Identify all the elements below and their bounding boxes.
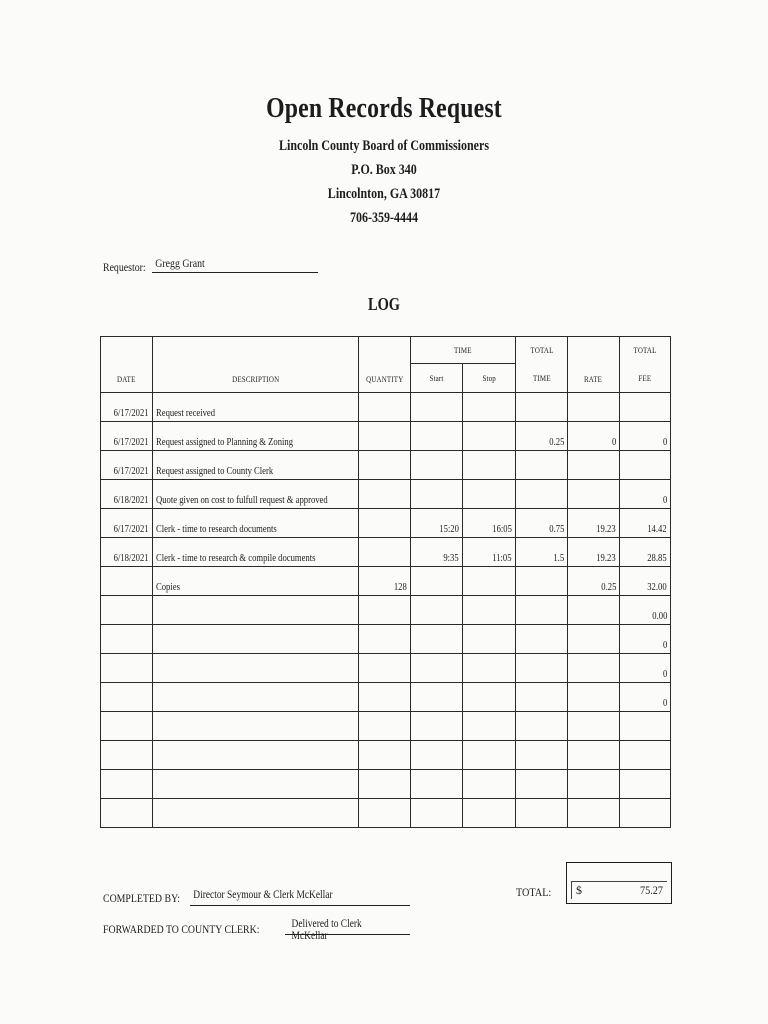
cell-total-time <box>516 799 568 828</box>
table-row <box>101 712 671 741</box>
table-row <box>101 625 671 654</box>
table-row <box>101 654 671 683</box>
document-title: Open Records Request <box>266 92 502 124</box>
cell-fee <box>620 741 671 770</box>
cell-start <box>411 770 463 799</box>
cell-fee: 32.00 <box>620 567 671 596</box>
cell-stop <box>463 422 516 451</box>
cell-rate <box>568 712 620 741</box>
table-row <box>101 393 671 422</box>
cell-date: 6/17/2021 <box>101 509 153 538</box>
completed-by-value: Director Seymour & Clerk McKellar <box>193 889 333 901</box>
cell-fee: 0 <box>620 625 671 654</box>
cell-description <box>153 799 359 828</box>
cell-start <box>411 393 463 422</box>
cell-date <box>101 625 153 654</box>
cell-stop <box>463 596 516 625</box>
cell-start <box>411 625 463 654</box>
cell-date: 6/17/2021 <box>101 451 153 480</box>
cell-stop <box>463 567 516 596</box>
cell-rate <box>568 625 620 654</box>
cell-date <box>101 712 153 741</box>
col-time-group: TIME <box>411 337 516 364</box>
cell-date: 6/17/2021 <box>101 393 153 422</box>
cell-start <box>411 799 463 828</box>
total-box <box>566 862 672 904</box>
cell-date <box>101 596 153 625</box>
log-title: LOG <box>367 294 400 314</box>
cell-start: 9:35 <box>411 538 463 567</box>
table-row <box>101 451 671 480</box>
cell-stop <box>463 625 516 654</box>
completed-by-field <box>190 889 410 906</box>
col-total-time-top: TOTAL <box>516 337 568 364</box>
forwarded-value: Delivered to Clerk McKellar <box>291 918 362 942</box>
cell-total-time <box>516 770 568 799</box>
col-start: Start <box>411 364 463 393</box>
cell-quantity <box>359 451 411 480</box>
cell-quantity <box>359 770 411 799</box>
cell-fee <box>620 451 671 480</box>
table-row <box>101 422 671 451</box>
cell-total-time <box>516 451 568 480</box>
cell-start <box>411 654 463 683</box>
cell-quantity: 128 <box>359 567 411 596</box>
phone-number: 706-359-4444 <box>350 210 418 226</box>
col-description: DESCRIPTION <box>153 337 359 393</box>
cell-stop <box>463 712 516 741</box>
cell-total-time: 0.25 <box>516 422 568 451</box>
cell-quantity <box>359 625 411 654</box>
cell-total-time <box>516 567 568 596</box>
cell-fee <box>620 799 671 828</box>
cell-total-time <box>516 654 568 683</box>
cell-description: Copies <box>153 567 359 596</box>
cell-rate <box>568 799 620 828</box>
cell-rate <box>568 451 620 480</box>
requestor-field <box>152 256 318 273</box>
cell-total-time <box>516 741 568 770</box>
cell-description <box>153 625 359 654</box>
cell-start: 15:20 <box>411 509 463 538</box>
log-table <box>100 336 671 828</box>
cell-quantity <box>359 654 411 683</box>
cell-description <box>153 596 359 625</box>
cell-start <box>411 683 463 712</box>
forwarded-label: FORWARDED TO COUNTY CLERK: <box>103 922 260 936</box>
col-stop: Stop <box>463 364 516 393</box>
cell-description <box>153 741 359 770</box>
cell-rate <box>568 770 620 799</box>
cell-total-time <box>516 625 568 654</box>
table-row <box>101 770 671 799</box>
cell-description: Request assigned to County Clerk <box>153 451 359 480</box>
table-row <box>101 480 671 509</box>
cell-quantity <box>359 741 411 770</box>
cell-stop <box>463 770 516 799</box>
cell-start <box>411 422 463 451</box>
cell-stop <box>463 741 516 770</box>
forwarded-field <box>285 918 410 942</box>
cell-fee: 0 <box>620 654 671 683</box>
cell-stop <box>463 480 516 509</box>
cell-stop: 16:05 <box>463 509 516 538</box>
cell-quantity <box>359 712 411 741</box>
cell-fee: 14.42 <box>620 509 671 538</box>
cell-fee: 28.85 <box>620 538 671 567</box>
table-row <box>101 799 671 828</box>
cell-quantity <box>359 538 411 567</box>
table-row <box>101 567 671 596</box>
cell-stop: 11:05 <box>463 538 516 567</box>
cell-start <box>411 451 463 480</box>
cell-date <box>101 683 153 712</box>
cell-quantity <box>359 422 411 451</box>
address-line-2: Lincolnton, GA 30817 <box>327 186 441 202</box>
table-row <box>101 596 671 625</box>
table-row <box>101 538 671 567</box>
cell-date <box>101 770 153 799</box>
cell-date <box>101 741 153 770</box>
cell-total-time <box>516 596 568 625</box>
cell-rate: 0.25 <box>568 567 620 596</box>
col-rate: RATE <box>568 337 620 393</box>
cell-stop <box>463 393 516 422</box>
col-total-fee-top: TOTAL <box>620 337 671 364</box>
col-total-time: TIME <box>516 364 568 393</box>
organization-name: Lincoln County Board of Commissioners <box>278 138 490 154</box>
cell-quantity <box>359 393 411 422</box>
cell-fee <box>620 393 671 422</box>
cell-date: 6/17/2021 <box>101 422 153 451</box>
cell-rate <box>568 480 620 509</box>
table-row <box>101 683 671 712</box>
cell-stop <box>463 799 516 828</box>
cell-description <box>153 770 359 799</box>
cell-start <box>411 596 463 625</box>
cell-quantity <box>359 480 411 509</box>
cell-start <box>411 480 463 509</box>
cell-fee: 0.00 <box>620 596 671 625</box>
cell-date <box>101 799 153 828</box>
cell-date: 6/18/2021 <box>101 538 153 567</box>
cell-description <box>153 683 359 712</box>
cell-fee <box>620 770 671 799</box>
cell-quantity <box>359 509 411 538</box>
cell-date <box>101 567 153 596</box>
cell-stop <box>463 654 516 683</box>
cell-quantity <box>359 596 411 625</box>
cell-rate <box>568 683 620 712</box>
cell-rate <box>568 393 620 422</box>
cell-rate <box>568 596 620 625</box>
cell-fee: 0 <box>620 480 671 509</box>
cell-total-time: 0.75 <box>516 509 568 538</box>
cell-stop <box>463 683 516 712</box>
cell-fee: 0 <box>620 422 671 451</box>
col-date: DATE <box>101 337 153 393</box>
cell-description: Quote given on cost to fulfull request & approved <box>153 480 359 509</box>
cell-rate: 0 <box>568 422 620 451</box>
table-row <box>101 741 671 770</box>
cell-fee: 0 <box>620 683 671 712</box>
cell-rate: 19.23 <box>568 538 620 567</box>
cell-total-time <box>516 683 568 712</box>
cell-description: Clerk - time to research & compile documents <box>153 538 359 567</box>
cell-rate: 19.23 <box>568 509 620 538</box>
cell-date: 6/18/2021 <box>101 480 153 509</box>
cell-rate <box>568 654 620 683</box>
requestor-label: Requestor: <box>103 260 146 274</box>
table-row <box>101 509 671 538</box>
cell-description: Request assigned to Planning & Zoning <box>153 422 359 451</box>
col-quantity: QUANTITY <box>359 337 411 393</box>
total-amount: 75.27 <box>640 883 663 897</box>
cell-fee <box>620 712 671 741</box>
cell-rate <box>568 741 620 770</box>
cell-quantity <box>359 799 411 828</box>
cell-start <box>411 741 463 770</box>
cell-start <box>411 567 463 596</box>
cell-stop <box>463 451 516 480</box>
col-fee: FEE <box>620 364 671 393</box>
total-field <box>571 881 667 899</box>
currency-symbol: $ <box>576 883 582 897</box>
cell-description <box>153 654 359 683</box>
requestor-value: Gregg Grant <box>155 256 205 270</box>
cell-total-time <box>516 712 568 741</box>
total-label: TOTAL: <box>516 885 552 899</box>
cell-description: Request received <box>153 393 359 422</box>
cell-total-time: 1.5 <box>516 538 568 567</box>
cell-total-time <box>516 480 568 509</box>
cell-quantity <box>359 683 411 712</box>
cell-start <box>411 712 463 741</box>
cell-description <box>153 712 359 741</box>
cell-date <box>101 654 153 683</box>
address-line-1: P.O. Box 340 <box>351 162 417 178</box>
cell-description: Clerk - time to research documents <box>153 509 359 538</box>
header-row-top <box>101 337 671 364</box>
completed-by-label: COMPLETED BY: <box>103 891 181 905</box>
cell-total-time <box>516 393 568 422</box>
